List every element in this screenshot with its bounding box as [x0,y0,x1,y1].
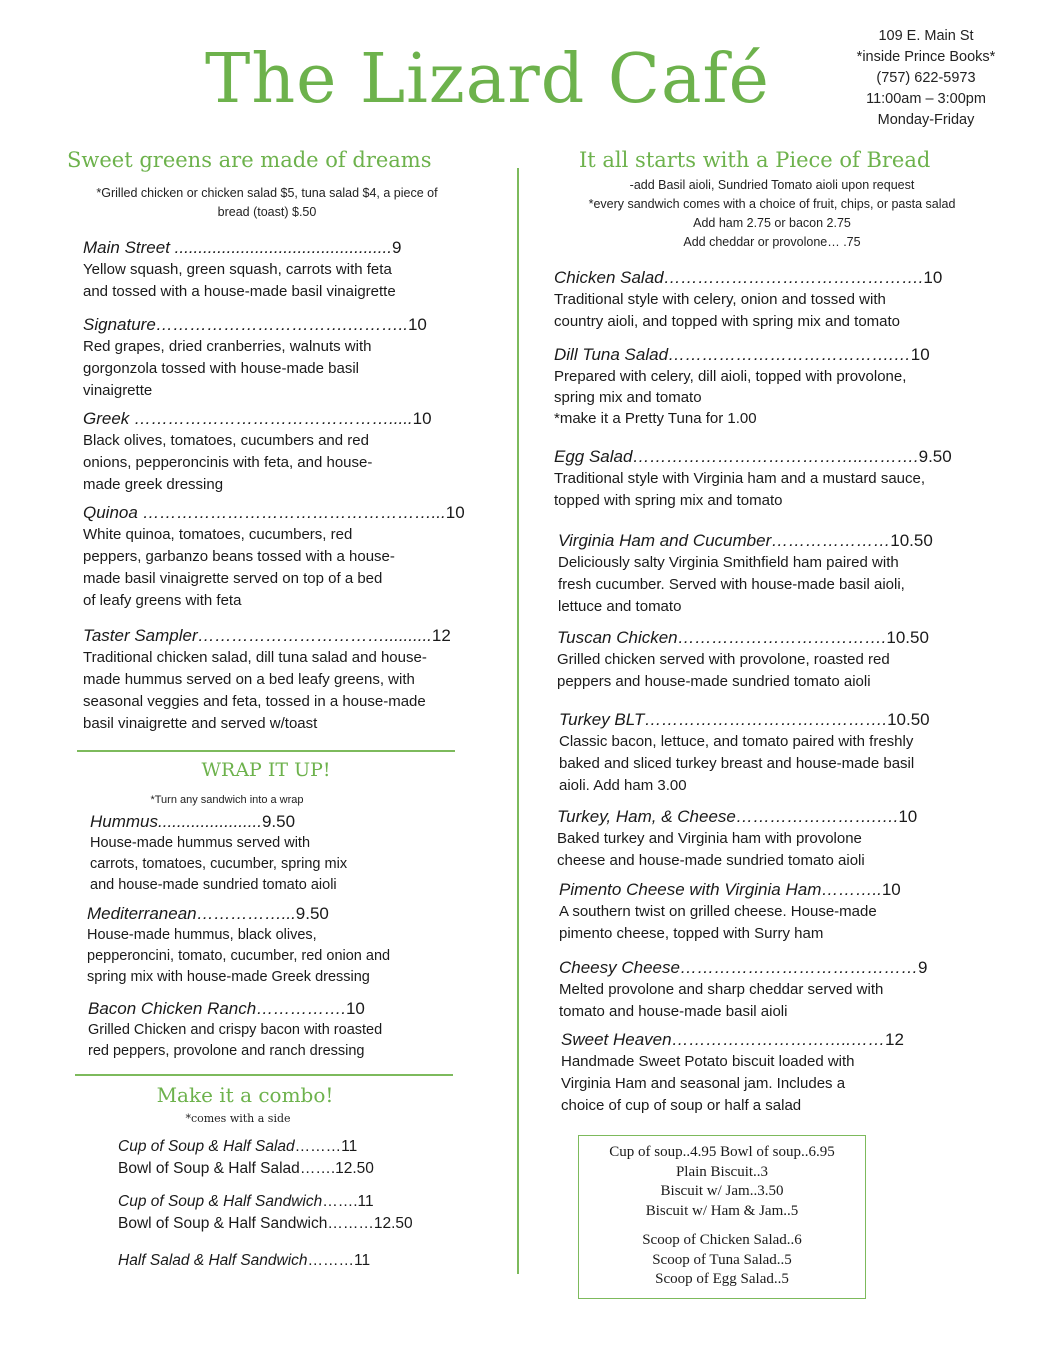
item-price: 10 [910,345,930,364]
item-description [83,259,401,303]
menu-item-tuscan-chicken [557,627,929,693]
desc-line: Grilled chicken served with provolone, roasted red [557,651,890,668]
note-line: Add cheddar or provolone… .75 [683,235,861,249]
item-dots: ……………. [256,999,346,1018]
item-price: 10 [412,409,432,428]
item-title [83,314,427,336]
extras-line: Scoop of Chicken Salad..6 [642,1232,802,1248]
hours: 11:00am – 3:00pm [866,91,986,107]
desc-line: Grilled Chicken and crispy bacon with roasted [88,1022,383,1038]
item-price: 9.50 [261,812,296,831]
desc-line: carrots, tomatoes, cucumber, spring mix [90,856,348,872]
desc-line: seasonal veggies and feta, tossed in a house-made [83,693,426,710]
desc-line: Deliciously salty Virginia Smithfield ham paired with [558,554,899,571]
desc-line: Prepared with celery, dill aioli, topped with provolone, [554,368,907,385]
item-description [554,468,952,512]
item-name: Mediterranean [87,904,197,923]
item-description [83,647,451,735]
menu-item-greek [83,408,432,496]
desc-line: red peppers, provolone and ranch dressing [88,1043,365,1059]
item-description [83,430,432,496]
desc-line: peppers, garbanzo beans tossed with a house- [83,548,395,565]
item-title [559,879,901,901]
item-name: Greek [83,409,130,428]
combo-label: Bowl of Soup & Half Salad [118,1160,300,1177]
extras-line: Biscuit w/ Ham & Jam..5 [645,1202,799,1219]
desc-line: pimento cheese, topped with Surry ham [559,925,824,942]
desc-line: peppers and house-made sundried tomato aioli [557,673,871,690]
item-title [557,627,929,649]
item-title [554,267,942,289]
item-price: 10 [898,807,918,826]
desc-line: Traditional style with Virginia ham and a mustard sauce, [554,470,926,487]
phone: (757) 622-5973 [876,70,976,86]
contact-info [840,26,1012,131]
item-name: Hummus [90,812,159,831]
menu-item-signature [83,314,427,402]
desc-line: gorgonzola tossed with house-made basil [83,360,359,377]
desc-line: onions, pepperoncinis with feta, and house- [83,454,373,471]
item-dots: ………………… [771,531,891,550]
item-description [559,731,930,797]
item-title [87,903,390,925]
desc-line: Baked turkey and Virginia ham with provolone [557,830,862,847]
item-price: 10.50 [890,531,933,550]
item-title [83,502,465,524]
desc-line: baked and sliced turkey breast and house-made basil [559,755,915,772]
item-title [558,530,933,552]
item-title [83,625,451,647]
item-description [87,925,390,988]
item-price: 12 [885,1030,904,1049]
note-line: -add Basil aioli, Sundried Tomato aioli upon request [629,178,915,192]
item-title [554,344,930,366]
days: Monday-Friday [877,112,975,128]
item-price: 12 [431,626,451,645]
item-description [557,828,917,872]
desc-line: country aioli, and topped with spring mix and tomato [554,313,901,330]
item-dots: ………………………………………. [663,268,924,287]
menu-item-mediterranean [87,903,390,988]
item-dots: ……………………………………………... [137,503,446,522]
item-description [83,524,465,612]
desc-line: House-made hummus served with [90,835,311,851]
menu-item-main-street [83,237,401,303]
item-dots: ...................... [158,812,262,831]
item-price: 9.50 [918,447,952,466]
cafe-title: The Lizard Café [205,40,770,119]
item-description [83,336,427,402]
item-name: Virginia Ham and Cucumber [558,531,772,550]
item-price: 10 [445,503,465,522]
combo-price: 11 [357,1193,374,1210]
sandwiches-heading: It all starts with a Piece of Bread [579,148,931,172]
item-dots: ………………………………………..... [129,409,413,428]
menu-item-bacon-chicken-ranch [88,998,382,1062]
desc-line: choice of cup of soup or half a salad [561,1097,802,1114]
salads-note [62,184,472,222]
combo-note: *comes with a side [185,1112,291,1125]
combo-price: 12.50 [335,1160,374,1177]
item-price: 10.50 [886,628,929,647]
item-description [88,1020,382,1062]
item-name: Turkey BLT [559,710,645,729]
item-name: Sweet Heaven [561,1030,672,1049]
item-name: Turkey, Ham, & Cheese [557,807,736,826]
desc-line: Traditional style with celery, onion and tossed with [554,291,886,308]
combo-label: Half Salad & Half Sandwich [118,1252,308,1269]
desc-line: aioli. Add ham 3.00 [559,777,687,794]
desc-line: spring mix with house-made Greek dressing [87,969,370,985]
desc-line: House-made hummus, black olives, [87,927,317,943]
item-title [90,811,347,833]
menu-item-sweet-heaven [561,1029,904,1117]
item-description [559,979,927,1023]
combo-label: Cup of Soup & Half Sandwich [118,1193,323,1210]
desc-line: made greek dressing [83,476,224,493]
desc-line: vinaigrette [83,382,153,399]
menu-item-virginia-ham-cucumber [558,530,933,618]
combo-dots: ……. [322,1193,358,1210]
combo-dots: ……. [299,1160,336,1177]
item-name: Cheesy Cheese [559,958,680,977]
menu-item-egg-salad [554,446,952,512]
item-price: 9 [917,958,928,977]
combo-label: Cup of Soup & Half Salad [118,1138,295,1155]
item-price: 10 [407,315,427,334]
extras-box [578,1135,866,1299]
note-line: Add ham 2.75 or bacon 2.75 [693,216,851,230]
wraps-heading: WRAP IT UP! [201,759,331,781]
desc-line: Yellow squash, green squash, carrots with feta [83,261,392,278]
menu-item-hummus [90,811,347,896]
item-name: Pimento Cheese with Virginia Ham [559,880,822,899]
section-divider [77,750,455,752]
item-title [561,1029,904,1051]
item-description [559,901,901,945]
combo-line-cup-half-sandwich [118,1191,374,1213]
combo-price: 12.50 [373,1215,413,1232]
item-description [90,833,347,896]
item-description [554,366,930,429]
item-description [558,552,933,618]
item-dots: …………………………………..………. [632,447,919,466]
desc-line: cheese and house-made sundried tomato aioli [557,852,865,869]
desc-line: lettuce and tomato [558,598,682,615]
item-name: Taster Sampler [83,626,198,645]
combo-price: 11 [354,1252,371,1269]
desc-line: Classic bacon, lettuce, and tomato paired with freshly [559,733,914,750]
menu-item-quinoa [83,502,465,612]
combo-dots: ……… [327,1215,374,1232]
desc-line: Traditional chicken salad, dill tuna salad and house- [83,649,427,666]
desc-line: and tossed with a house-made basil vinaigrette [83,283,396,300]
item-dots: …………………………….......... [197,626,432,645]
item-price: 10.50 [887,710,930,729]
item-description [557,649,929,693]
salads-heading: Sweet greens are made of dreams [67,148,432,172]
item-price: 9 [391,238,402,257]
item-title [554,446,952,468]
extras-line: Scoop of Egg Salad..5 [655,1271,789,1287]
item-description [561,1051,904,1117]
desc-line: fresh cucumber. Served with house-made basil aioli, [558,576,905,593]
item-dots: ……………... [196,904,296,923]
section-divider [75,1074,453,1076]
item-title [557,806,917,828]
combo-line-half-salad-half-sandwich [118,1250,370,1272]
desc-line: Handmade Sweet Potato biscuit loaded with [561,1053,855,1070]
combo-line-bowl-half-salad [118,1158,374,1180]
desc-line: made hummus served on a bed leafy greens, with [83,671,415,688]
column-divider [517,168,519,1274]
extras-line: Plain Biscuit..3 [675,1163,769,1180]
combo-dots: ……… [307,1252,355,1269]
menu-item-turkey-blt [559,709,930,797]
item-price: 10 [345,999,365,1018]
combo-dots: ……… [294,1138,342,1155]
item-name: Signature [83,315,156,334]
combo-line-bowl-half-sandwich [118,1213,413,1235]
menu-item-taster-sampler [83,625,451,735]
address: 109 E. Main St [878,28,974,44]
desc-line: White quinoa, tomatoes, cucumbers, red [83,526,353,543]
item-dots: …………………………..…… [671,1030,886,1049]
item-dots: ……………………………………. [644,710,888,729]
item-dots: …………………………………… [679,958,918,977]
item-title [83,408,432,430]
item-name: Dill Tuna Salad [554,345,669,364]
menu-item-dill-tuna-salad [554,344,930,429]
extras-line: Cup of soup..4.95 Bowl of soup..6.95 [609,1144,835,1160]
item-price: 10 [923,268,943,287]
item-name: Quinoa [83,503,138,522]
combo-label: Bowl of Soup & Half Sandwich [118,1215,328,1232]
wraps-note: *Turn any sandwich into a wrap [150,794,304,806]
desc-line: and house-made sundried tomato aioli [90,877,337,893]
desc-line: tomato and house-made basil aioli [559,1003,788,1020]
menu-item-cheesy-cheese [559,957,927,1023]
desc-line: Virginia Ham and seasonal jam. Includes a [561,1075,846,1092]
item-name: Tuscan Chicken [557,628,678,647]
desc-line: Melted provolone and sharp cheddar served with [559,981,884,998]
note-line: *every sandwich comes with a choice of fruit, chips, or pasta salad [588,197,956,211]
sandwiches-note [532,176,1012,252]
desc-line: spring mix and tomato [554,389,702,406]
combo-heading: Make it a combo! [156,1083,334,1107]
item-title [83,237,401,259]
item-name: Main Street [83,238,170,257]
item-dots: ………………………………. [677,628,887,647]
item-dots: ………………………………….… [668,345,911,364]
item-name: Egg Salad [554,447,633,466]
combo-line-cup-half-salad [118,1136,357,1158]
combo-price: 11 [341,1138,358,1155]
location-note: *inside Prince Books* [856,49,996,65]
item-description [554,289,942,333]
extras-line: Scoop of Tuna Salad..5 [652,1251,792,1268]
item-title [559,709,930,731]
desc-line: made basil vinaigrette served on top of a bed [83,570,383,587]
desc-line: pepperoncini, tomato, cucumber, red onion and [87,948,391,964]
extras-line: Biscuit w/ Jam..3.50 [660,1183,784,1199]
desc-line: A southern twist on grilled cheese. House-made [559,903,877,920]
item-price: 10 [881,880,901,899]
item-title [88,998,382,1020]
item-name: Bacon Chicken Ranch [88,999,257,1018]
note-line: bread (toast) $.50 [217,205,317,219]
item-dots: .............................................. [169,238,392,257]
menu-item-turkey-ham-cheese [557,806,917,872]
menu-item-chicken-salad [554,267,942,333]
item-price: 9.50 [295,904,329,923]
desc-line: topped with spring mix and tomato [554,492,783,509]
desc-line: Black olives, tomatoes, cucumbers and red [83,432,369,449]
item-dots: …………………………….……….. [155,315,408,334]
desc-line: of leafy greens with feta [83,592,242,609]
item-name: Chicken Salad [554,268,664,287]
item-title [559,957,927,979]
menu-item-pimento-cheese [559,879,901,945]
note-line: *Grilled chicken or chicken salad $5, tuna salad $4, a piece of [96,186,438,200]
desc-line: *make it a Pretty Tuna for 1.00 [554,410,757,427]
item-dots: …………………….…. [735,807,899,826]
desc-line: Red grapes, dried cranberries, walnuts with [83,338,372,355]
item-dots: ……….. [821,880,882,899]
desc-line: basil vinaigrette and served w/toast [83,715,318,732]
spacer [579,1221,865,1231]
